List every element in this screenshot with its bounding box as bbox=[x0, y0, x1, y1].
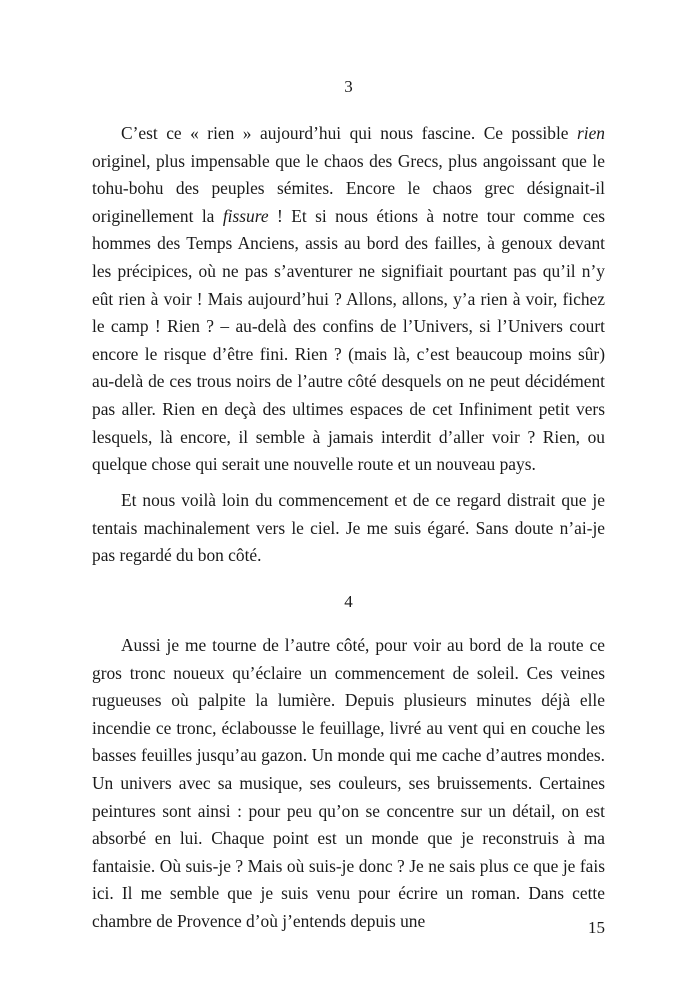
page-number: 15 bbox=[588, 918, 605, 937]
paragraph-1-text-c: ! Et si nous étions à notre tour comme ces hommes des Temps Anciens, assis au bord des failles, à genoux devant les précipices, où ne pas s’aventurer ne signifiait pourtant pas qu’il n’y eût rien à voir ! Mais aujourd’hui ? Allons, allons, y’a rien à voir, fichez le camp ! Rien ? – au-delà des confins de l’Univers, si l’Univers court encore le risque d’être fini. Rien ? (mais là, c’est beaucoup moins sûr) au-delà de ces trous noirs de l’autre côté desquels on ne peut décidément pas aller. Rien en deçà des ultimes espaces de cet Infiniment petit vers lesquels, là encore, il semble à jamais interdit d’aller voir ? Rien, ou quelque chose qui serait une nouvelle route et un nouveau pays. bbox=[92, 205, 605, 475]
book-page bbox=[92, 0, 605, 992]
section-number-4: 4 bbox=[344, 592, 353, 611]
paragraph-1-text-b: originel, plus impensable que le chaos des Grecs, plus angoissant que le tohu-bohu des peuples sémites. Encore le chaos grec désignait-il originellement la bbox=[92, 150, 605, 226]
section-number-3: 3 bbox=[344, 77, 353, 96]
paragraph-1 bbox=[92, 120, 605, 479]
paragraph-1-emphasis-fissure: fissure bbox=[222, 205, 269, 226]
paragraph-3: Aussi je me tourne de l’autre côté, pour voir au bord de la route ce gros tronc noueux qu’éclaire un commencement de soleil. Ces veines rugueuses où palpite la lumière. Depuis plusieurs minutes déjà elle incendie ce tronc, éclabousse le feuillage, livré au vent qui en couche les basses feuilles jusqu’au gazon. Un monde qui me cache d’autres mondes. Un univers avec sa musique, ses couleurs, ses bruissements. Certaines peintures sont ainsi : pour peu qu’on se concentre sur un détail, on est absorbé en lui. Chaque point est un monde que je reconstruis à ma fantaisie. Où suis-je ? Mais où suis-je donc ? Je ne sais plus ce que je fais ici. Il me semble que je suis venu pour écrire un roman. Dans cette chambre de Provence d’où j’entends depuis une bbox=[92, 635, 605, 931]
paragraph-2: Et nous voilà loin du commencement et de ce regard distrait que je tentais machinalement vers le ciel. Je me suis égaré. Sans doute n’ai-je pas regardé du bon côté. bbox=[92, 490, 605, 566]
paragraph-1-text-a: C’est ce « rien » aujourd’hui qui nous fascine. Ce possible bbox=[121, 123, 577, 143]
paragraph-1-emphasis-rien: rien bbox=[576, 123, 605, 143]
